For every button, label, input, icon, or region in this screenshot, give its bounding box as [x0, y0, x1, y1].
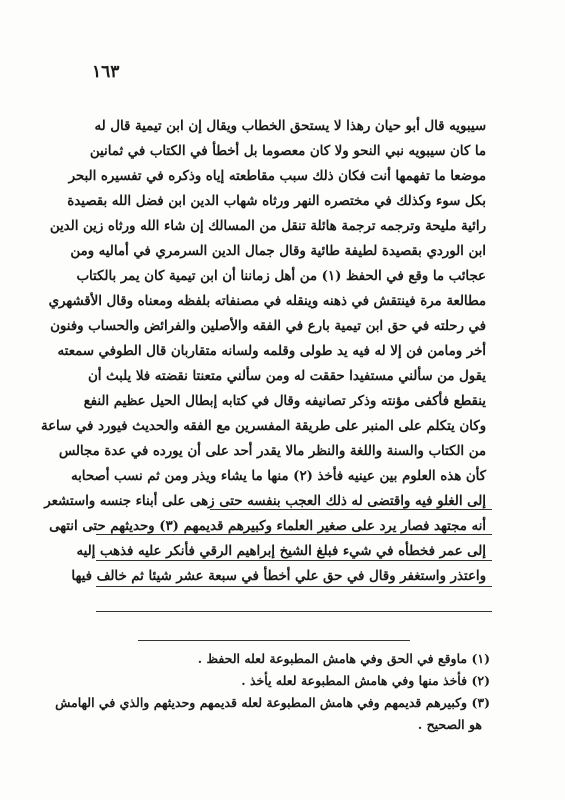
pen-underline-4 — [96, 586, 492, 587]
footnote-divider — [138, 640, 410, 641]
text-line-13: وكان يتكلم على المنبر على طريقة المفسرين مع الفقه والحديث فيورد في ساعة — [40, 419, 486, 434]
text-line-16: إلى الغلو فيه واقتضى له ذلك العجب بنفسه حتى زهى على أبناء جنسه واستشعر — [44, 494, 486, 509]
text-line-11: يقول من سألني مستفيدا حققت له ومن سألني متعنتا نقضته فلا يلبث أن — [87, 369, 486, 384]
text-line-15: كأن هذه العلوم بين عينيه فأخذ (٢) منها ما يشاء ويذر ومن ثم نسب أصحابه — [70, 469, 486, 484]
footnote-2: (٢) فأخذ منها وفي هامش المطبوعة لعله يأخذ . — [241, 673, 490, 688]
pen-underline-5 — [96, 611, 492, 612]
footnote-3: (٣) وكبيرهم قديمهم وفي هامش المطبوعة لعله قديمهم وحديثهم والذي في الهامش — [55, 695, 490, 710]
pen-underline-3 — [96, 560, 492, 561]
footnote-1: (١) ماوقع في الحق وفي هامش المطبوعة لعله الحفظ . — [197, 651, 490, 666]
text-line-9: في رحلته في حق ابن تيمية بارع في الفقه والأصلين والفرائض والحساب وفنون — [50, 319, 486, 334]
text-line-5: رائية مليحة وترجمه ترجمة هائلة تنقل من المسالك إن شاء الله ورثاه زين الدين — [49, 219, 486, 234]
pen-underline-2 — [96, 534, 492, 535]
text-line-4: بكل سوء وكذلك في مختصره النهر ورثاه شهاب الدين ابن فضل الله بقصيدة — [67, 194, 486, 209]
text-line-18: إلى عمر فخطأه في شيء فبلغ الشيخ إبراهيم الرقي فأنكر عليه فذهب إليه — [76, 544, 486, 559]
text-line-7: عجائب ما وقع في الحفظ (١) من أهل زماننا أن ابن تيمية كان يمر بالكتاب — [76, 269, 486, 284]
pen-underline-1 — [210, 509, 492, 510]
footnote-3-continuation: هو الصحيح . — [417, 717, 482, 732]
text-line-14: من الكتاب والسنة واللغة والنظر مالا يقدر أحد على أن يورده في عدة مجالس — [58, 444, 486, 459]
text-line-8: مطالعة مرة فينتقش في ذهنه وينقله في مصنفاته بلفظه ومعناه وقال الأقشهري — [48, 294, 486, 309]
text-line-12: ينقطع فأكفى مؤنته وذكر تصانيفه وقال في كتابه إبطال الحيل عظيم النفع — [83, 394, 486, 409]
footnotes-block — [55, 648, 490, 736]
text-line-2: ما كان سيبويه نبي النحو ولا كان معصوما بل أخطأ في الكتاب في ثمانين — [89, 144, 486, 159]
text-line-3: موضعا ما تفهمها أنت فكان ذلك سبب مقاطعته إياه وذكره في تفسيره البحر — [68, 169, 486, 184]
text-line-6: ابن الوردي بقصيدة لطيفة طائية وقال جمال الدين السرمري في أماليه ومن — [70, 244, 486, 259]
main-text-block — [40, 114, 486, 589]
text-line-17: أنه مجتهد فصار يرد على صغير العلماء وكبيرهم قديمهم (٣) وحديثهم حتى انتهى — [49, 519, 486, 534]
text-line-1: سيبويه قال أبو حيان رهذا لا يستحق الخطاب ويقال إن ابن تيمية قال له — [94, 119, 486, 134]
text-line-19: واعتذر واستغفر وقال في حق علي أخطأ في سبعة عشر شيئا ثم خالف فيها — [71, 569, 486, 584]
page-number: ١٦٣ — [92, 62, 120, 82]
text-line-10: أخر ومامن فن إلا له فيه يد طولى وقلمه ولسانه متقاربان قال الطوفي سمعته — [57, 344, 486, 359]
